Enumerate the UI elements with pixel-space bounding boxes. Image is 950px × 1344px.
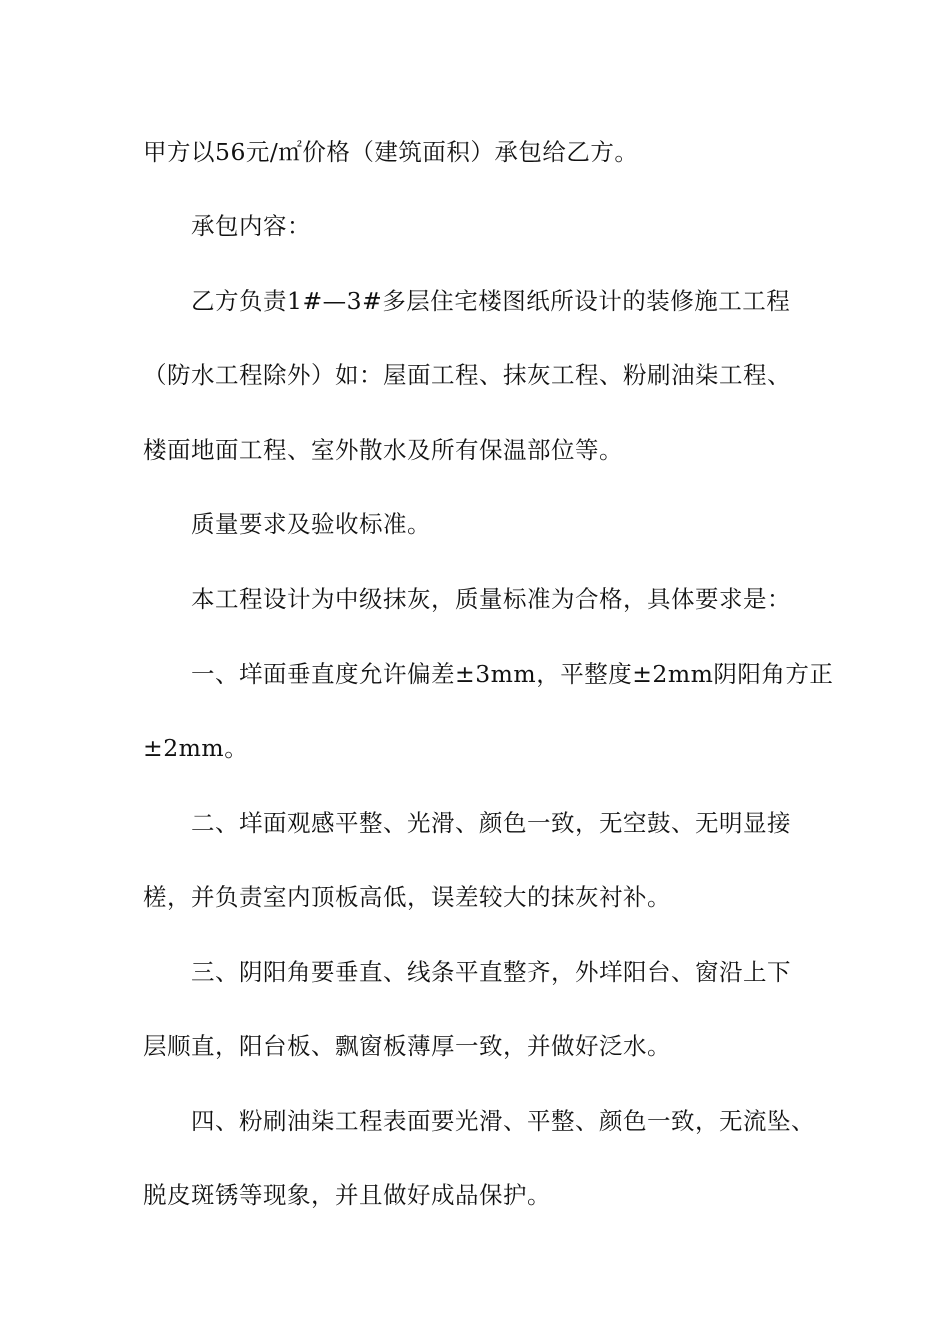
- text-line-scope-3: 楼面地面工程、室外散水及所有保温部位等。: [143, 436, 623, 464]
- text-line-quality-heading: 质量要求及验收标准。: [191, 510, 431, 538]
- text-line-item-1a: 一、垟面垂直度允许偏差±3mm，平整度±2mm阴阳角方正: [191, 660, 834, 688]
- text-line-scope-2: （防水工程除外）如：屋面工程、抹灰工程、粉刷油柒工程、: [143, 361, 791, 389]
- text-line-scope-1: 乙方负责1#—3#多层住宅楼图纸所设计的装修施工工程: [191, 287, 791, 315]
- text-line-item-2a: 二、垟面观感平整、光滑、颜色一致，无空鼓、无明显接: [191, 809, 791, 837]
- text-line-quality-intro: 本工程设计为中级抹灰，质量标准为合格，具体要求是：: [191, 585, 791, 613]
- text-line-item-3b: 层顺直，阳台板、飘窗板薄厚一致，并做好泛水。: [143, 1032, 671, 1060]
- text-line-item-2b: 槎，并负责室内顶板高低，误差较大的抹灰衬补。: [143, 883, 671, 911]
- text-line-item-1b: ±2mm。: [143, 734, 249, 762]
- text-line-item-3a: 三、阴阳角要垂直、线条平直整齐，外垟阳台、窗沿上下: [191, 958, 791, 986]
- text-line-scope-heading: 承包内容：: [191, 212, 311, 240]
- text-line-price: 甲方以56元/㎡价格（建筑面积）承包给乙方。: [143, 138, 639, 166]
- text-line-item-4b: 脱皮斑锈等现象，并且做好成品保护。: [143, 1181, 551, 1209]
- text-line-item-4a: 四、粉刷油柒工程表面要光滑、平整、颜色一致，无流坠、: [191, 1107, 815, 1135]
